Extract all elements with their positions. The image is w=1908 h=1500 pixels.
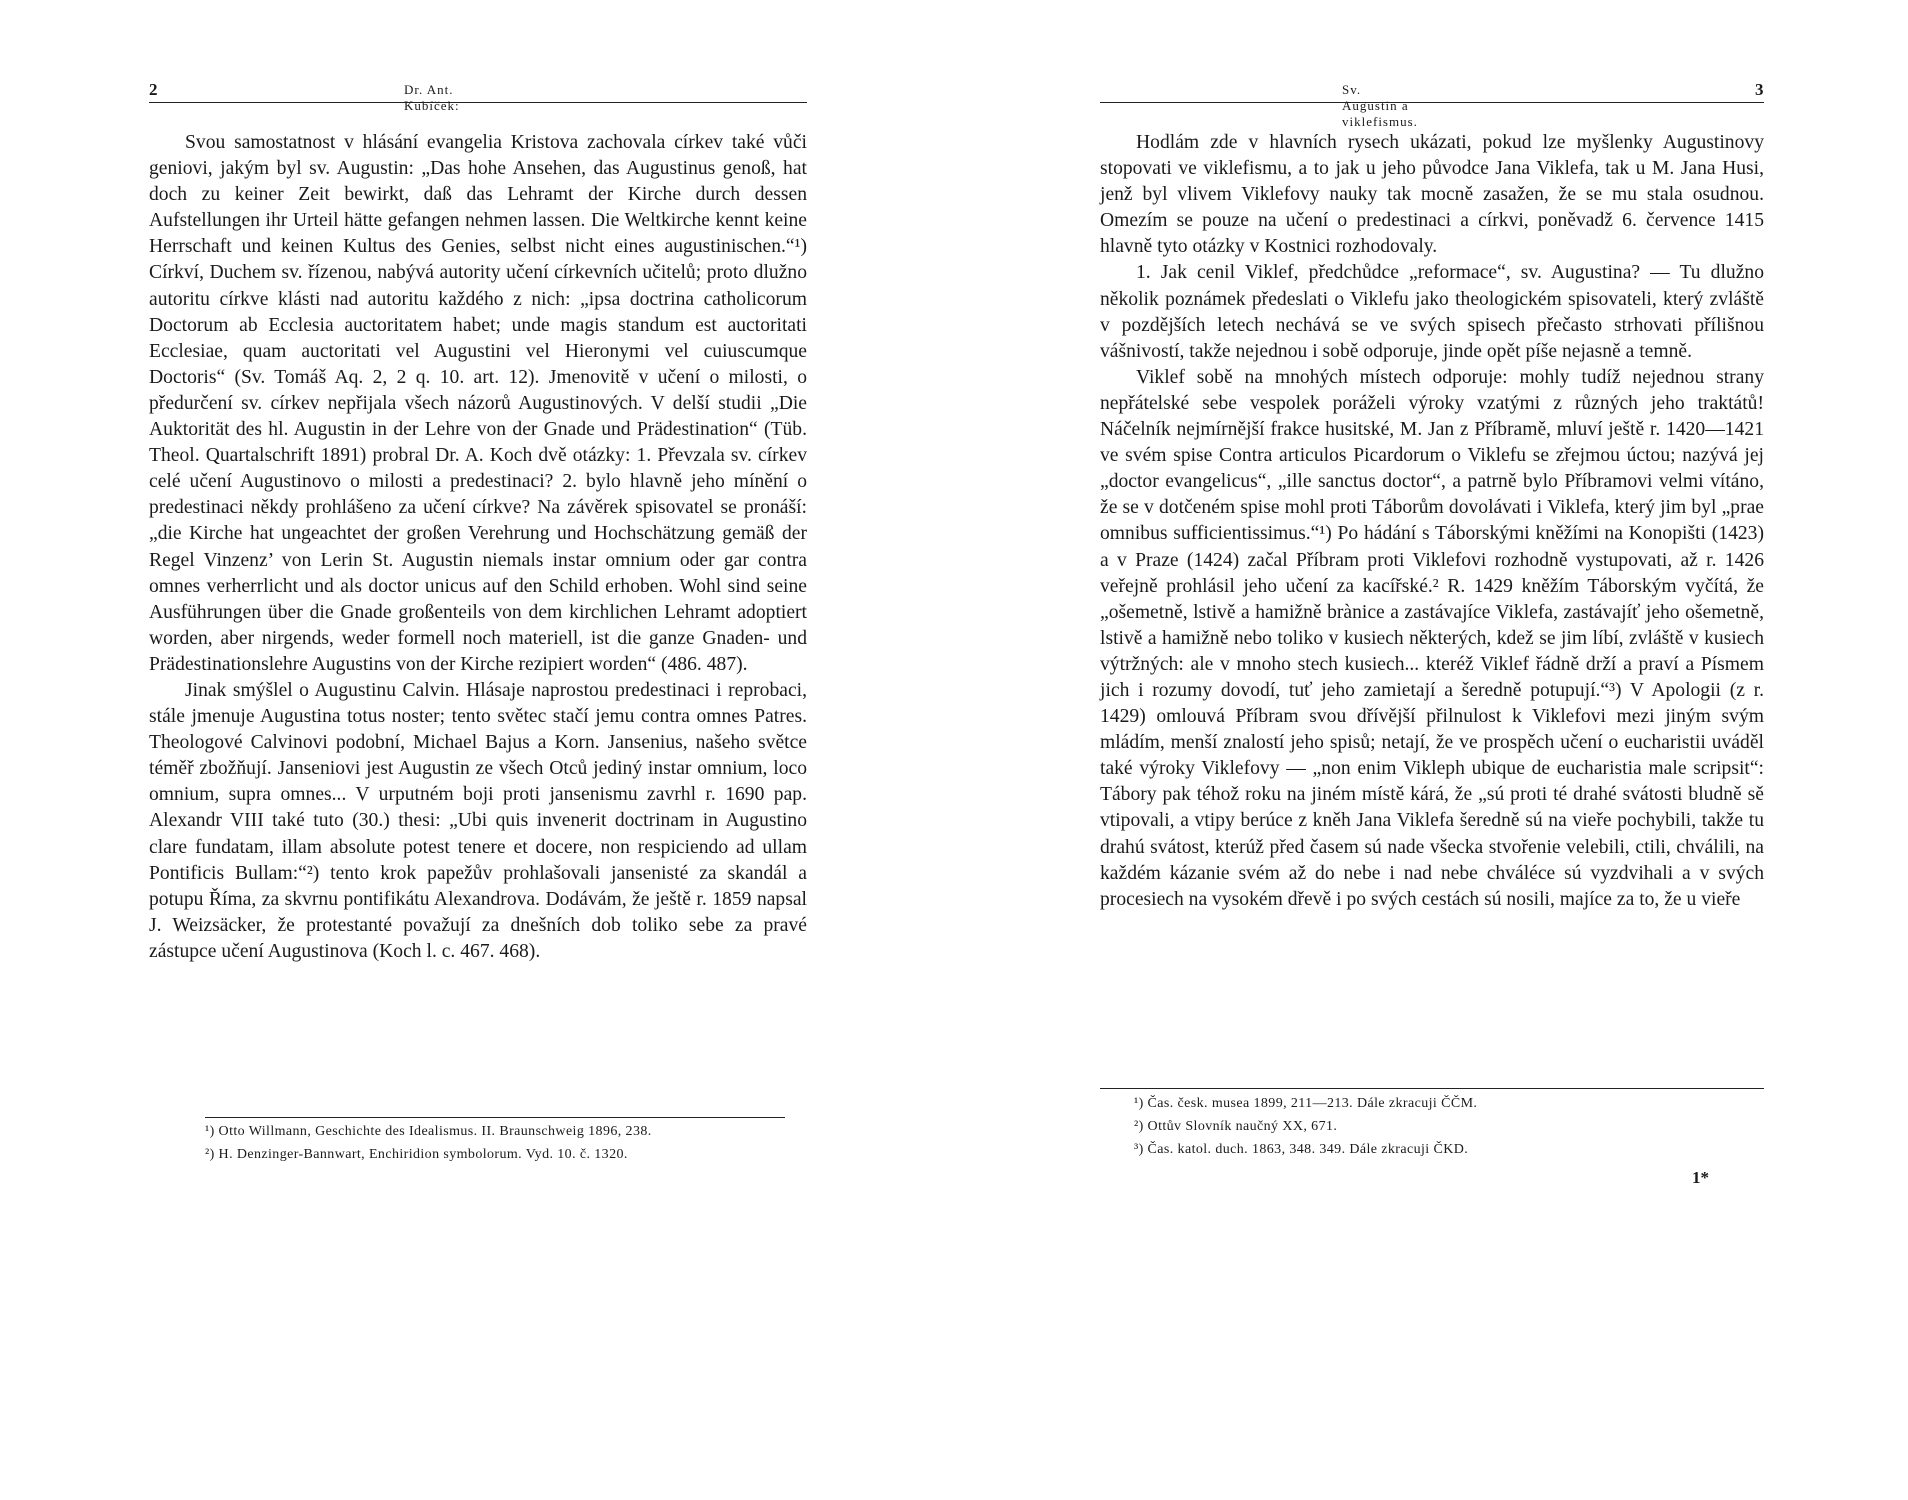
left-paragraph-1: Svou samostatnost v hlásání evangelia Kristova zachovala církev také vůči geniovi, jakým byl sv. Augustin: „Das hohe Ansehen, das Augustinus genoß, hat doch zu keiner Zeit bewirkt, daß das Lehramt der Kirche durch dessen Aufstellungen ihr Urteil hätte gefangen nehmen lassen. Die Weltkirche kennt keine Herrschaft und keinen Kultus des Genies, selbst nicht eines augustinischen.“¹) Církví, Duchem sv. řízenou, nabývá autority učení církevních učitelů; proto dlužno autoritu církve klásti nad autoritu každého z nich: „ipsa doctrina catholicorum Doctorum ab Ecclesia auctoritatem habet; unde magis standum est auctoritati Ecclesiae, quam auctoritati vel Augustini vel Hieronymi vel cuiuscumque Doctoris“ (Sv. Tomáš Aq. 2, 2 q. 10. art. 12). Jmenovitě v učení o milosti, o předurčení sv. církev nepřijala všech názorů Augustinových. V delší studii „Die Auktorität des hl. Augustin in der Lehre von der Gnade und Prädestination“ (Tüb. Theol. Quartalschrift 1891) probral Dr. A. Koch dvě otázky: 1. Převzala sv. církev celé učení Augustinovo o milosti a predestinaci? 2. bylo hlavně jeho mínění o predestinaci někdy prohlášeno za učení církve? Na závěrek spisovatel se pronáší: „die Kirche hat ungeachtet der großen Verehrung und Hochschätzung gemäß der Regel Vinzenz’ von Lerin St. Augustin niemals instar omnium oder gar contra omnes verherrlicht und als doctor unicus auf den Schild erhoben. Wohl sind seine Ausführungen über die Gnade großenteils von dem kirchlichen Lehramt adoptiert worden, aber nirgends, weder formell noch materiell, ist die ganze Gnaden- und Prädestinationslehre Augustins von der Kirche rezipiert worden“ (486. 487). bbox=[149, 132, 807, 675]
left-footnote-rule bbox=[205, 1117, 785, 1118]
right-page bbox=[954, 0, 1908, 1500]
right-footnotes bbox=[1134, 1092, 1754, 1161]
right-paragraph-2: 1. Jak cenil Viklef, předchůdce „reformace“, sv. Augustina? — Tu dlužno několik poznámek předeslati o Viklefu jako theologickém spisovateli, který zvláště v pozdějších letech nechává se ve svých spisech přečasto strhovati přílišnou vášnivostí, takže nejednou i sobě odporuje, jinde opět píše nejasně a temně. bbox=[1100, 262, 1764, 362]
left-footnote-1: ¹) Otto Willmann, Geschichte des Idealismus. II. Braunschweig 1896, 238. bbox=[205, 1124, 652, 1139]
left-footnote-2: ²) H. Denzinger-Bannwart, Enchiridion symbolorum. Vyd. 10. č. 1320. bbox=[205, 1147, 628, 1162]
right-paragraph-3: Viklef sobě na mnohých místech odporuje: mohly tudíž nejednou strany nepřátelské sebe vespolek poráželi výroky vzatými z různých jeho traktátů! Náčelník nejmírnější frakce husitské, M. Jan z Příbramě, mluví ještě r. 1420—1421 ve svém spise Contra articulos Picardorum o Viklefu se zřejmou úctou; nazývá jej „doctor evangelicus“, „ille sanctus doctor“, a patrně bylo Příbramovi velmi vítáno, že se v dotčeném spise mohl proti Táborům dovolávati i Viklefa, který jim byl „prae omnibus sufficientissimus.“¹) Po hádání s Táborskými kněžími na Konopišti (1423) a v Praze (1424) začal Příbram proti Viklefovi rozhodně vystupovati, až r. 1426 veřejně prohlásil jeho učení za kacířské.² R. 1429 kněžím Táborským vyčítá, že „ošemetně, lstivě a hamižně brànice a zastávajíce Viklefa, zastávajíť jeho ošemetně, lstivě a hamižně nebo toliko v kusiech některých, kdež se jim líbí, zvláště v kusiech výtržných: ale v mnoho stech kusiech... kteréž Viklef řádně drží a praví a Písmem jich i rozumy dovodí, tuť jeho zamietají a šeredně potupují.“³) V Apologii (z r. 1429) omlouvá Příbram svou dřívější přilnulost k Viklefovi mezi jiným svým mládím, menší znalostí jeho spisů; netají, že ve prospěch učení o eucharistii uváděl také výroky Viklefovy — „non enim Vikleph ubique de eucharistia male scripsit“: Tábory pak téhož roku na jiném místě kárá, že „sú proti té drahé svátosti bludně sě vtipovali, a vtipy berúce z kněh Jana Viklefa šeredně sú na vieře pochybili, takže tu drahú svátost, kterúž před časem sú nade všecka stvořenie velebili, ctili, chválili, na každém kázanie svém až do nebe i nad nebe chváléce sú vyzdvihali a v svých procesiech na vysokém dřevě i po svých cestách sú nosili, majíce za to, že u vieře bbox=[1100, 366, 1764, 910]
right-running-head: Sv. Augustin a viklefismus. bbox=[1342, 82, 1418, 129]
right-header-rule bbox=[1100, 102, 1764, 103]
signature-mark: 1* bbox=[1692, 1168, 1709, 1187]
left-header-rule bbox=[149, 102, 807, 103]
right-footnote-1: ¹) Čas. česk. musea 1899, 211—213. Dále zkracuji ČČM. bbox=[1134, 1096, 1478, 1111]
left-paragraph-2: Jinak smýšlel o Augustinu Calvin. Hlásaje naprostou predestinaci i reprobaci, stále jmenuje Augustina totus noster; tento světec stačí jemu contra omnes Patres. Theologové Calvinovi podobní, Michael Bajus a Korn. Jansenius, našeho světce téměř zbožňují. Janseniovi jest Augustin ze všech Otců jediný instar omnium, loco omnium, supra omnes... V urputném boji proti jansenismu zavrhl r. 1690 pap. Alexandr VIII také tuto (30.) thesi: „Ubi quis invenerit doctrinam in Augustino clare fundatam, illam absolute potest tenere et docere, non respiciendo ad ullam Pontificis Bullam:“²) tento krok papežův prohlašovali jansenisté za skandál a potupu Říma, za skvrnu pontifikátu Alexandrova. Dodávám, že ještě r. 1859 napsal J. Weizsäcker, že protestanté považují za dnešních dob toliko sebe za pravé zástupce učení Augustinova (Koch l. c. 467. 468). bbox=[149, 679, 807, 962]
left-running-head: Dr. Ant. Kubíček: bbox=[404, 82, 460, 113]
left-footnotes bbox=[205, 1120, 845, 1166]
right-footnote-rule bbox=[1100, 1088, 1764, 1089]
right-body-text bbox=[1100, 130, 1764, 913]
right-paragraph-1: Hodlám zde v hlavních rysech ukázati, pokud lze myšlenky Augustinovy stopovati ve viklefismu, a to jak u jeho původce Jana Viklefa, tak u M. Jana Husi, jenž byl vlivem Viklefovy nauky tak mocně zasažen, že se mu stala osudnou. Omezím se pouze na učení o predestinaci a církvi, poněvadž 6. července 1415 hlavně tyto otázky v Kostnici rozhodovaly. bbox=[1100, 132, 1764, 258]
right-footnote-2: ²) Ottův Slovník naučný XX, 671. bbox=[1134, 1119, 1338, 1134]
right-page-number: 3 bbox=[1755, 80, 1764, 99]
right-footnote-3: ³) Čas. katol. duch. 1863, 348. 349. Dále zkracuji ČKD. bbox=[1134, 1142, 1469, 1157]
left-page-number: 2 bbox=[149, 80, 158, 99]
left-body-text bbox=[149, 130, 807, 965]
